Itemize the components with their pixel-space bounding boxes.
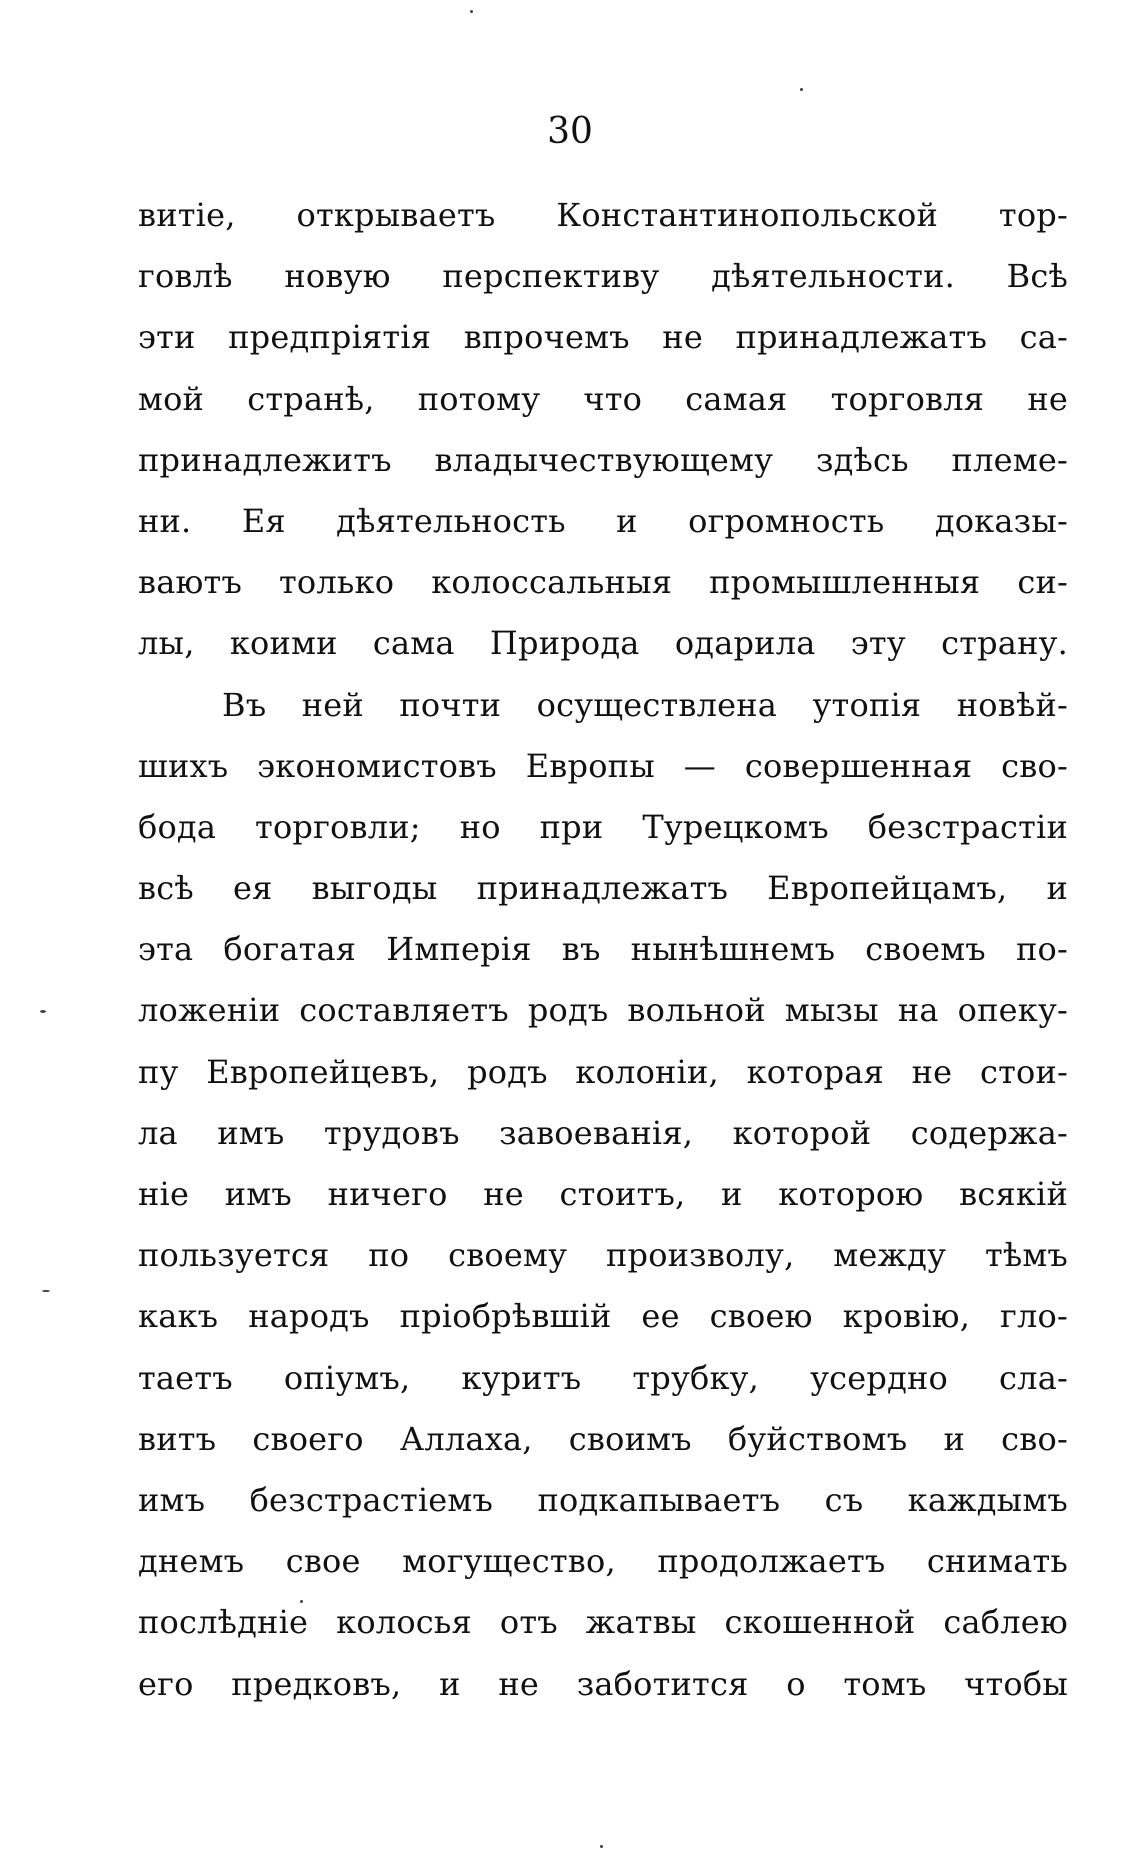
text-line: таетъ опіумъ, куритъ трубку, усердно сла- bbox=[138, 1358, 1068, 1397]
text-line: бода торговли; но при Турецкомъ безстрастіи bbox=[138, 807, 1068, 846]
scan-speck bbox=[600, 1845, 603, 1848]
text-line: эти предпріятія впрочемъ не принадлежатъ са- bbox=[138, 318, 1068, 357]
text-line: эта богатая Имперія въ нынѣшнемъ своемъ по- bbox=[138, 930, 1068, 969]
body-text bbox=[138, 185, 1068, 1715]
text-line: ни. Ея дѣятельность и огромность доказы- bbox=[138, 501, 1068, 540]
text-line: витъ своего Аллаха, своимъ буйствомъ и сво- bbox=[138, 1419, 1068, 1458]
text-line: какъ народъ пріобрѣвшій ее своею кровію, гло- bbox=[138, 1297, 1068, 1336]
text-line: лы, коими сама Природа одарила эту страну. bbox=[138, 624, 1068, 663]
text-line: ла имъ трудовъ завоеванія, которой содержа- bbox=[138, 1113, 1068, 1152]
text-line: мой странѣ, потому что самая торговля не bbox=[138, 379, 1068, 418]
page-number: 30 bbox=[547, 111, 593, 152]
text-line: Въ ней почти осуществлена утопія новѣй- bbox=[222, 685, 1068, 724]
text-line: пу Европейцевъ, родъ колоніи, которая не стои- bbox=[138, 1052, 1068, 1091]
text-line: всѣ ея выгоды принадлежатъ Европейцамъ, и bbox=[138, 869, 1068, 908]
text-line: шихъ экономистовъ Европы — совершенная сво- bbox=[138, 746, 1068, 785]
text-line: пользуется по своему произволу, между тѣмъ bbox=[138, 1236, 1068, 1275]
text-line: ваютъ только колоссальныя промышленныя си- bbox=[138, 563, 1068, 602]
text-line: послѣдніе колосья отъ жатвы скошенной саблею bbox=[138, 1603, 1068, 1642]
text-line: днемъ свое могущество, продолжаетъ снимать bbox=[138, 1542, 1068, 1581]
scan-speck bbox=[40, 1010, 46, 1013]
scan-speck bbox=[800, 88, 803, 91]
scan-speck bbox=[42, 1290, 50, 1292]
paragraph-2 bbox=[138, 675, 1068, 1715]
scan-speck bbox=[300, 1600, 303, 1603]
text-line: его предковъ, и не заботится о томъ чтобы bbox=[138, 1664, 1068, 1703]
text-line: ніе имъ ничего не стоитъ, и которою всякій bbox=[138, 1175, 1068, 1213]
text-line: ложеніи составляетъ родъ вольной мызы на опеку- bbox=[138, 991, 1068, 1030]
scan-speck bbox=[470, 10, 473, 13]
text-line: имъ безстрастіемъ подкапываетъ съ каждымъ bbox=[138, 1480, 1068, 1519]
text-line: витіе, открываетъ Константинопольской тор- bbox=[138, 196, 1068, 234]
paragraph-1 bbox=[138, 185, 1068, 675]
text-line: говлѣ новую перспективу дѣятельности. Всѣ bbox=[138, 257, 1068, 296]
text-line: принадлежитъ владычествующему здѣсь племе- bbox=[138, 440, 1068, 479]
